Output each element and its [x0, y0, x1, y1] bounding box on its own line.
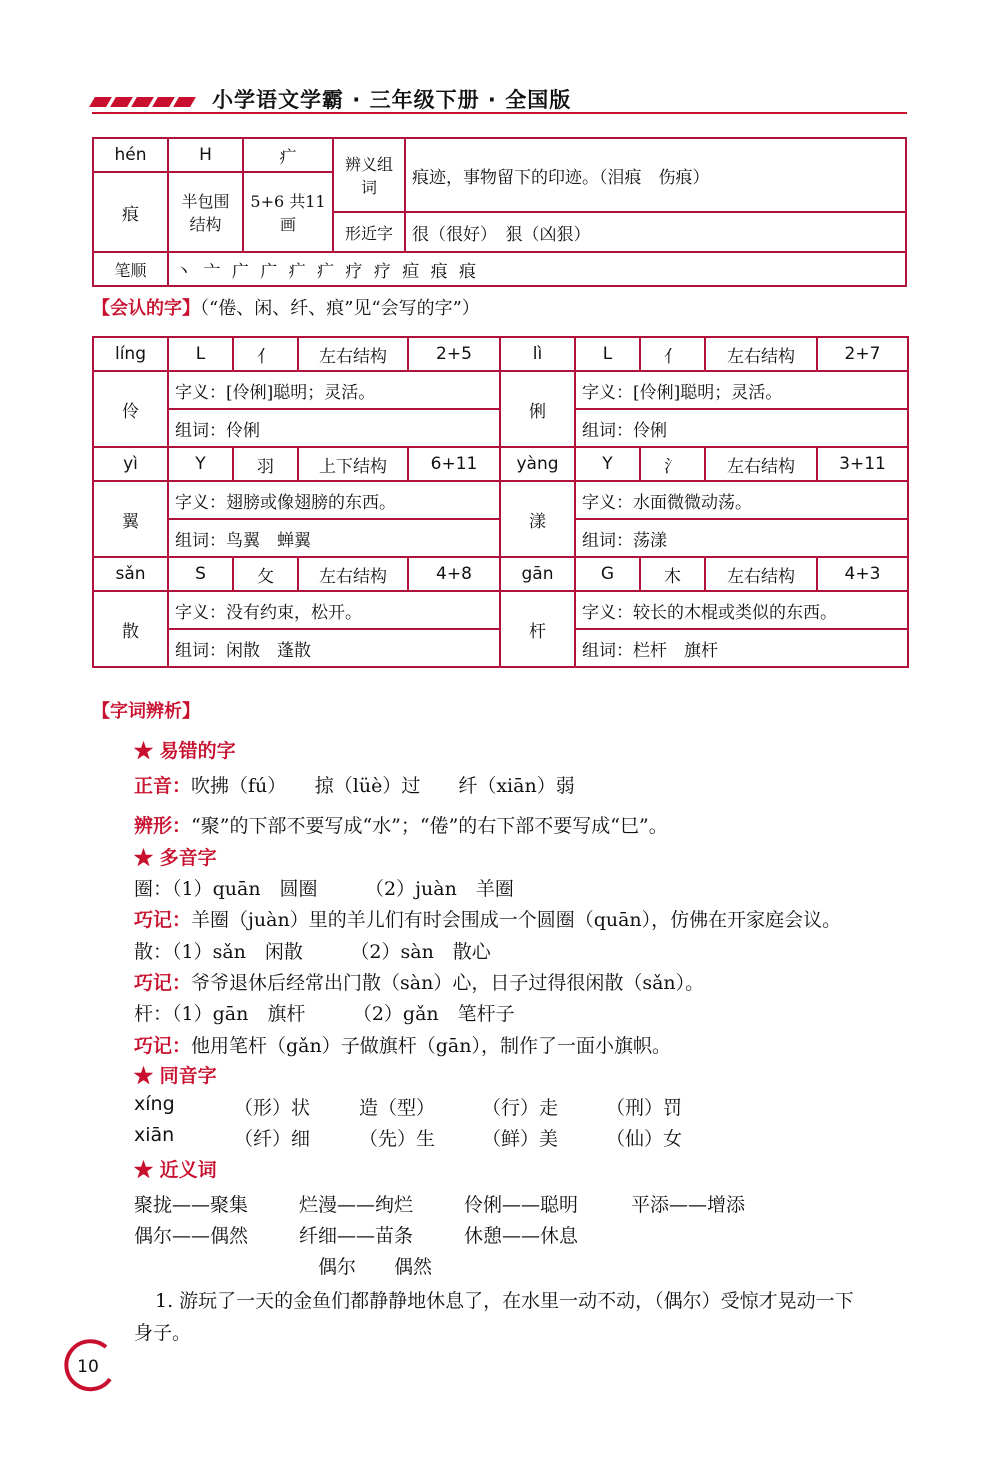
char-radical: 攵: [233, 557, 298, 591]
char-letter: Y: [575, 447, 640, 481]
char-letter: Y: [168, 447, 233, 481]
char-glyph: 翼: [93, 481, 168, 557]
char-meaning: 字义：翅膀或像翅膀的东西。: [168, 481, 500, 519]
renshi-table: [92, 336, 909, 668]
jinyi-row-1: [134, 1190, 854, 1216]
char-structure: 左右结构: [298, 337, 408, 371]
char-strokes: 2+7: [817, 337, 908, 371]
char-strokes: 4+8: [408, 557, 500, 591]
jinyi-pair: 纤细——苗条: [299, 1225, 414, 1247]
char-strokes: 2+5: [408, 337, 500, 371]
bianxing-label: 辨形：: [134, 815, 192, 837]
tongyin-pinyin: xiān: [134, 1124, 175, 1146]
char-glyph: 散: [93, 591, 168, 667]
duoyin-line-2: 散：（1）sǎn 闲散 （2）sàn 散心: [134, 941, 491, 963]
char-structure: 左右结构: [705, 337, 817, 371]
jinyi-row-2: [134, 1221, 854, 1247]
char-meaning: 字义：[伶俐]聪明；灵活。: [168, 371, 500, 409]
jinyi-pair: 烂漫——绚烂: [299, 1194, 414, 1216]
renshi-heading: [92, 294, 480, 320]
qiaoji-line-3: [134, 1031, 671, 1058]
duoyin-line-3: 杆：（1）gān 旗杆 （2）gǎn 笔杆子: [134, 1003, 515, 1025]
char-radical: 氵: [640, 447, 705, 481]
char-radical: 亻: [233, 337, 298, 371]
hen-char: 痕: [93, 172, 168, 252]
exercise-q1: 1. 游玩了一天的金鱼们都静静地休息了，在水里一动不动，（偶尔）受惊才晃动一下: [155, 1290, 854, 1312]
jinyi-pair: 休憩——休息: [464, 1225, 579, 1247]
char-letter: S: [168, 557, 233, 591]
char-words: 组词：伶俐: [575, 409, 908, 447]
char-letter: L: [575, 337, 640, 371]
bianxi-title: 【字词辨析】: [92, 701, 200, 722]
char-strokes: 4+3: [817, 557, 908, 591]
char-structure: 上下结构: [298, 447, 408, 481]
exercise-q1-cont: 身子。: [134, 1322, 192, 1344]
hen-bishun: 丶 亠 广 广 疒 疒 疗 疗 疸 痕 痕: [168, 252, 906, 286]
qiaoji-line-1: [134, 905, 841, 932]
tongyin-word: （行）走: [482, 1097, 559, 1119]
char-pinyin: gān: [500, 557, 575, 591]
char-glyph: 俐: [500, 371, 575, 447]
yicuo-title: ★ 易错的字: [134, 740, 236, 762]
char-words: 组词：栏杆 旗杆: [575, 629, 908, 667]
header-stripes: [92, 92, 200, 106]
char-radical: 亻: [640, 337, 705, 371]
char-glyph: 漾: [500, 481, 575, 557]
char-meaning: 字义：没有约束，松开。: [168, 591, 500, 629]
qiaoji-label: 巧记：: [134, 972, 192, 994]
qiaoji-text: 爷爷退休后经常出门散（sàn）心，日子过得很闲散（sǎn）。: [191, 972, 705, 994]
char-letter: G: [575, 557, 640, 591]
qiaoji-text: 他用笔杆（gǎn）子做旗杆（gān），制作了一面小旗帜。: [191, 1035, 671, 1057]
hen-structure: 半包围结构: [168, 172, 243, 252]
char-radical: 羽: [233, 447, 298, 481]
char-words: 组词：荡漾: [575, 519, 908, 557]
zhengyin-text: 吹拂（fú） 掠（lüè）过 纤（xiān）弱: [191, 775, 575, 797]
tongyin-word: 造（型）: [359, 1097, 436, 1119]
bianxing-text: “聚”的下部不要写成“水”；“倦”的右下部不要写成“巳”。: [191, 815, 668, 837]
hen-xingjin-label: 形近字: [333, 212, 405, 252]
page-number: 10: [77, 1357, 99, 1377]
jinyi-pair: 聚拢——聚集: [134, 1194, 249, 1216]
hen-pinyin: hén: [93, 138, 168, 172]
char-glyph: 杆: [500, 591, 575, 667]
hen-bianyi-label: 辨义组词: [333, 138, 405, 212]
char-pinyin: lì: [500, 337, 575, 371]
char-words: 组词：鸟翼 蝉翼: [168, 519, 500, 557]
duoyin-line-1: 圈：（1）quān 圆圈 （2）juàn 羊圈: [134, 878, 514, 900]
char-strokes: 3+11: [817, 447, 908, 481]
zhengyin-label: 正音：: [134, 775, 192, 797]
exercise-heading: 偶尔 偶然: [318, 1256, 433, 1278]
tongyin-title: ★ 同音字: [134, 1065, 217, 1087]
char-letter: L: [168, 337, 233, 371]
tongyin-row-1: [134, 1093, 854, 1119]
char-meaning: 字义：[伶俐]聪明；灵活。: [575, 371, 908, 409]
tongyin-pinyin: xíng: [134, 1093, 175, 1115]
qiaoji-label: 巧记：: [134, 1035, 192, 1057]
hen-bianyi: 痕迹，事物留下的印迹。（泪痕 伤痕）: [405, 138, 906, 212]
renshi-title: 【会认的字】: [92, 298, 200, 319]
qiaoji-line-2: [134, 968, 704, 995]
tongyin-word: （先）生: [359, 1128, 436, 1150]
renshi-note: （“倦、闲、纤、痕”见“会写的字”）: [200, 298, 480, 319]
char-pinyin: yì: [93, 447, 168, 481]
char-meaning: 字义：较长的木棍或类似的东西。: [575, 591, 908, 629]
char-radical: 木: [640, 557, 705, 591]
jinyi-title: ★ 近义词: [134, 1159, 217, 1181]
char-pinyin: yàng: [500, 447, 575, 481]
hen-radical: 疒: [243, 138, 333, 172]
hen-bishun-label: 笔顺: [93, 252, 168, 286]
tongyin-word: （仙）女: [606, 1128, 683, 1150]
char-words: 组词：闲散 蓬散: [168, 629, 500, 667]
jinyi-pair: 偶尔——偶然: [134, 1225, 249, 1247]
jinyi-pair: 伶俐——聪明: [464, 1194, 579, 1216]
qiaoji-text: 羊圈（juàn）里的羊儿们有时会围成一个圆圈（quān），仿佛在开家庭会议。: [191, 909, 842, 931]
hen-strokes: 5+6 共11画: [243, 172, 333, 252]
bianxing-line: [134, 811, 668, 838]
char-structure: 左右结构: [298, 557, 408, 591]
page-header-title: 小学语文学霸 · 三年级下册 · 全国版: [212, 88, 572, 112]
tongyin-word: （刑）罚: [606, 1097, 683, 1119]
zhengyin-line: [134, 771, 575, 798]
tongyin-word: （形）状: [234, 1097, 311, 1119]
char-structure: 左右结构: [705, 447, 817, 481]
char-glyph: 伶: [93, 371, 168, 447]
hen-letter: H: [168, 138, 243, 172]
tongyin-word: （鲜）美: [482, 1128, 559, 1150]
jinyi-pair: 平添——增添: [631, 1194, 746, 1216]
char-words: 组词：伶俐: [168, 409, 500, 447]
tongyin-row-2: [134, 1124, 854, 1150]
qiaoji-label: 巧记：: [134, 909, 192, 931]
tongyin-word: （纤）细: [234, 1128, 311, 1150]
hen-xingjin: 很（很好） 狠（凶狠）: [405, 212, 906, 252]
char-strokes: 6+11: [408, 447, 500, 481]
header-rule: [92, 112, 907, 114]
char-pinyin: sǎn: [93, 557, 168, 591]
page-number-badge: [58, 1335, 118, 1395]
hen-table: [92, 137, 907, 287]
char-pinyin: líng: [93, 337, 168, 371]
char-meaning: 字义：水面微微动荡。: [575, 481, 908, 519]
char-structure: 左右结构: [705, 557, 817, 591]
duoyin-title: ★ 多音字: [134, 847, 217, 869]
